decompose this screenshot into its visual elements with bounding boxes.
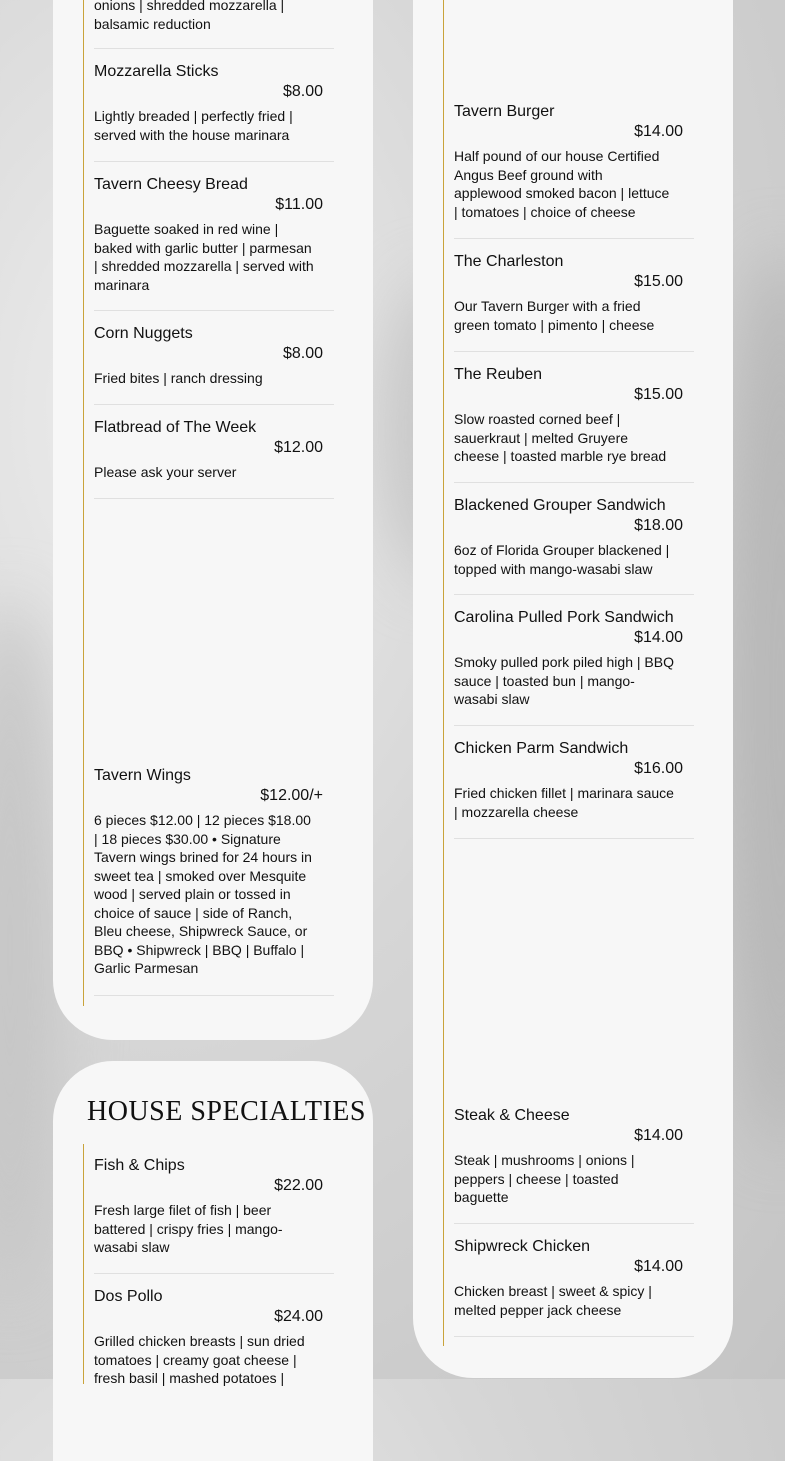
- divider: [454, 725, 694, 726]
- item-description: Steak | mushrooms | onions | peppers | cheese | toasted baguette: [454, 1152, 635, 1205]
- divider: [94, 498, 334, 499]
- item-name: Tavern Cheesy Bread: [94, 176, 248, 193]
- menu-item: [94, 418, 334, 482]
- item-price: $11.00: [275, 196, 323, 213]
- divider: [94, 48, 334, 49]
- menu-item: [94, 324, 334, 388]
- item-name: Fish & Chips: [94, 1157, 185, 1174]
- item-name: Corn Nuggets: [94, 325, 193, 342]
- item-price: $12.00: [274, 439, 323, 456]
- item-description: Chicken breast | sweet & spicy | melted pepper jack cheese: [454, 1283, 652, 1318]
- item-description: Slow roasted corned beef | sauerkraut | melted Gruyere cheese | toasted marble rye bread: [454, 411, 667, 464]
- item-name: The Reuben: [454, 366, 543, 383]
- divider: [94, 404, 334, 405]
- item-description: Fried bites | ranch dressing: [94, 370, 263, 386]
- item-price: $15.00: [634, 386, 683, 403]
- menu-item: [94, 1156, 334, 1257]
- item-price: $24.00: [274, 1308, 323, 1325]
- gold-accent-line: [83, 0, 84, 1006]
- item-description: 6oz of Florida Grouper blackened | topped with mango-wasabi slaw: [454, 542, 670, 577]
- item-price: $14.00: [634, 1127, 683, 1144]
- item-name: Steak & Cheese: [454, 1107, 570, 1124]
- divider: [454, 482, 694, 483]
- menu-item: [454, 1106, 694, 1207]
- divider: [454, 1336, 694, 1337]
- item-description: Our Tavern Burger with a fried green tomato | pimento | cheese: [454, 298, 655, 333]
- menu-item: [454, 365, 694, 466]
- item-price: $16.00: [634, 760, 683, 777]
- item-price: $14.00: [634, 629, 683, 646]
- item-name: Carolina Pulled Pork Sandwich: [454, 609, 674, 626]
- item-price: $15.00: [634, 273, 683, 290]
- item-price: $14.00: [634, 123, 683, 140]
- divider: [94, 310, 334, 311]
- background-texture: [0, 600, 60, 1300]
- item-price: $12.00/+: [260, 787, 323, 804]
- item-price: $14.00: [634, 1258, 683, 1275]
- item-price: $22.00: [274, 1177, 323, 1194]
- item-description: Half pound of our house Certified Angus Beef ground with applewood smoked bacon | lettuce | tomatoes | choice of cheese: [454, 148, 670, 220]
- menu-item: [454, 102, 694, 221]
- item-description: Fresh large filet of fish | beer battered | crispy fries | mango-wasabi slaw: [94, 1202, 283, 1255]
- divider: [94, 161, 334, 162]
- item-name: Flatbread of The Week: [94, 419, 257, 436]
- divider: [94, 1273, 334, 1274]
- menu-item: [94, 1287, 334, 1388]
- item-price: $8.00: [282, 83, 323, 100]
- item-name: Tavern Burger: [454, 103, 555, 120]
- gold-accent-line: [83, 1144, 84, 1384]
- item-description: onions | shredded mozzarella | balsamic reduction: [94, 0, 285, 32]
- item-name: Mozzarella Sticks: [94, 63, 219, 80]
- item-description: Please ask your server: [94, 464, 237, 480]
- item-name: Tavern Wings: [94, 767, 191, 784]
- menu-item: [454, 608, 694, 709]
- divider: [454, 1223, 694, 1224]
- divider: [454, 238, 694, 239]
- item-name: Shipwreck Chicken: [454, 1238, 591, 1255]
- menu-item: [94, 62, 334, 144]
- item-name: Dos Pollo: [94, 1288, 163, 1305]
- divider: [94, 995, 334, 996]
- item-price: $18.00: [634, 517, 683, 534]
- menu-item: [94, 766, 334, 978]
- item-description: Baguette soaked in red wine | baked with garlic butter | parmesan | shredded mozzarella | served with marinara: [94, 221, 314, 293]
- menu-item: [454, 739, 694, 821]
- divider: [454, 594, 694, 595]
- section-title: HOUSE SPECIALTIES: [87, 1096, 366, 1127]
- gold-accent-line: [443, 0, 444, 1346]
- item-name: The Charleston: [454, 253, 564, 270]
- divider: [454, 838, 694, 839]
- menu-item: [94, 175, 334, 294]
- item-description: Grilled chicken breasts | sun dried tomatoes | creamy goat cheese | fresh basil | mashed potatoes |: [94, 1333, 305, 1386]
- item-description: Lightly breaded | perfectly fried | served with the house marinara: [94, 108, 293, 143]
- menu-item: [454, 496, 694, 578]
- divider: [454, 351, 694, 352]
- menu-item: [94, 0, 334, 33]
- item-name: Chicken Parm Sandwich: [454, 740, 629, 757]
- menu-item: [454, 252, 694, 334]
- menu-item: [454, 1237, 694, 1319]
- item-name: Blackened Grouper Sandwich: [454, 497, 666, 514]
- item-description: 6 pieces $12.00 | 12 pieces $18.00 | 18 pieces $30.00 • Signature Tavern wings brined for 24 hours in sweet tea | smoked over Mesquite wood | served plain or tossed in choice of sauce | side of Ranch, Bleu cheese, Shipwreck Sauce, or BBQ • Shipwreck | BBQ | Buffalo | Garlic Parmesan: [94, 812, 312, 976]
- item-description: Fried chicken fillet | marinara sauce | mozzarella cheese: [454, 785, 674, 820]
- item-price: $8.00: [282, 345, 323, 362]
- item-description: Smoky pulled pork piled high | BBQ sauce | toasted bun | mango-wasabi slaw: [454, 654, 674, 707]
